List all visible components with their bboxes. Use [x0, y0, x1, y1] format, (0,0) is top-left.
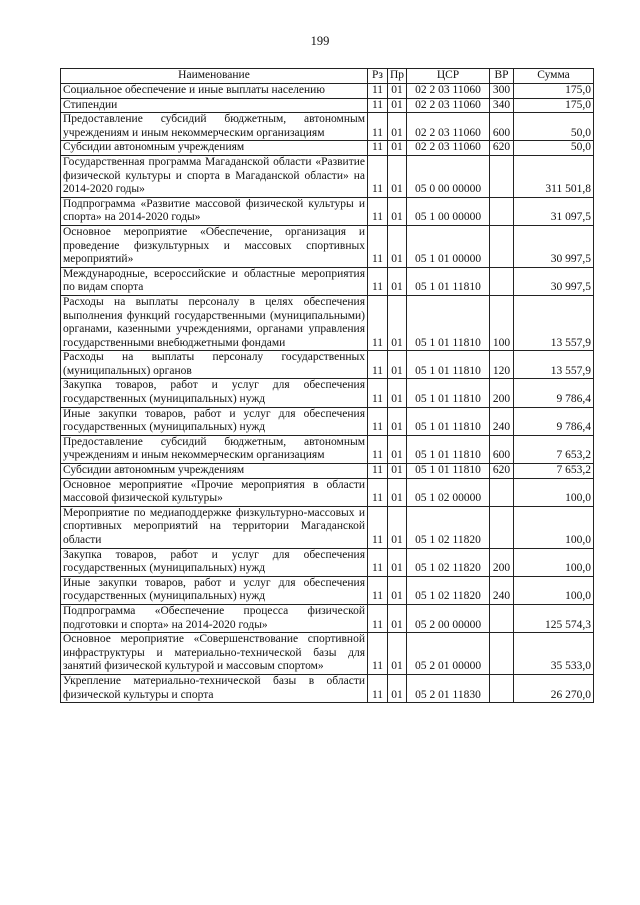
cell-pr: 01 [388, 506, 407, 548]
cell-csr: 05 1 02 11820 [407, 548, 490, 576]
cell-sum: 13 557,9 [514, 295, 594, 350]
cell-name: Расходы на выплаты персоналу государственных (муниципальных) органов [61, 351, 368, 379]
table-row [61, 478, 594, 506]
cell-rz: 11 [368, 478, 388, 506]
table-row [61, 267, 594, 295]
cell-rz: 11 [368, 225, 388, 267]
table-row [61, 197, 594, 225]
column-header-rz: Рз [368, 69, 388, 84]
cell-csr: 05 1 02 11820 [407, 506, 490, 548]
cell-pr: 01 [388, 267, 407, 295]
cell-sum: 13 557,9 [514, 351, 594, 379]
table-row [61, 464, 594, 479]
cell-csr: 05 1 01 11810 [407, 295, 490, 350]
cell-name: Иные закупки товаров, работ и услуг для обеспечения государственных (муниципальных) нужд [61, 407, 368, 435]
cell-sum: 35 533,0 [514, 633, 594, 675]
cell-vr [490, 506, 514, 548]
cell-pr: 01 [388, 576, 407, 604]
cell-rz: 11 [368, 295, 388, 350]
cell-csr: 05 1 01 11810 [407, 464, 490, 479]
cell-csr: 05 1 02 00000 [407, 478, 490, 506]
cell-pr: 01 [388, 295, 407, 350]
cell-vr [490, 604, 514, 632]
cell-rz: 11 [368, 548, 388, 576]
cell-csr: 05 2 01 11830 [407, 674, 490, 702]
table-row [61, 506, 594, 548]
cell-sum: 30 997,5 [514, 267, 594, 295]
cell-sum: 26 270,0 [514, 674, 594, 702]
cell-sum: 31 097,5 [514, 197, 594, 225]
cell-csr: 05 1 01 11810 [407, 435, 490, 463]
cell-rz: 11 [368, 113, 388, 141]
table-row [61, 548, 594, 576]
table-row [61, 98, 594, 113]
cell-sum: 100,0 [514, 576, 594, 604]
cell-pr: 01 [388, 478, 407, 506]
cell-vr [490, 197, 514, 225]
cell-csr: 05 1 01 11810 [407, 379, 490, 407]
cell-rz: 11 [368, 633, 388, 675]
table-row [61, 435, 594, 463]
table-row [61, 633, 594, 675]
column-header-sum: Сумма [514, 69, 594, 84]
cell-name: Иные закупки товаров, работ и услуг для обеспечения государственных (муниципальных) нужд [61, 576, 368, 604]
cell-rz: 11 [368, 464, 388, 479]
cell-pr: 01 [388, 379, 407, 407]
cell-name: Международные, всероссийские и областные мероприятия по видам спорта [61, 267, 368, 295]
cell-rz: 11 [368, 604, 388, 632]
cell-vr: 240 [490, 576, 514, 604]
cell-rz: 11 [368, 576, 388, 604]
table-body [61, 84, 594, 703]
cell-rz: 11 [368, 141, 388, 156]
cell-sum: 7 653,2 [514, 464, 594, 479]
cell-vr [490, 633, 514, 675]
cell-sum: 50,0 [514, 141, 594, 156]
cell-vr [490, 267, 514, 295]
cell-name: Закупка товаров, работ и услуг для обеспечения государственных (муниципальных) нужд [61, 548, 368, 576]
cell-name: Предоставление субсидий бюджетным, автономным учреждениям и иным некоммерческим организациям [61, 113, 368, 141]
cell-pr: 01 [388, 351, 407, 379]
cell-vr: 620 [490, 141, 514, 156]
table-row [61, 379, 594, 407]
cell-pr: 01 [388, 225, 407, 267]
cell-name: Основное мероприятие «Обеспечение, организация и проведение физкультурных и массовых спортивных мероприятий» [61, 225, 368, 267]
cell-vr: 240 [490, 407, 514, 435]
cell-name: Стипендии [61, 98, 368, 113]
cell-csr: 05 1 01 11810 [407, 267, 490, 295]
table-row [61, 576, 594, 604]
cell-rz: 11 [368, 506, 388, 548]
cell-sum: 50,0 [514, 113, 594, 141]
cell-pr: 01 [388, 464, 407, 479]
table-row [61, 407, 594, 435]
table-row [61, 674, 594, 702]
cell-name: Мероприятие по медиаподдержке физкультурно-массовых и спортивных мероприятий на территории Магаданской области [61, 506, 368, 548]
cell-pr: 01 [388, 435, 407, 463]
table-row [61, 351, 594, 379]
cell-csr: 05 2 01 00000 [407, 633, 490, 675]
column-header-name: Наименование [61, 69, 368, 84]
cell-pr: 01 [388, 633, 407, 675]
cell-vr [490, 225, 514, 267]
cell-rz: 11 [368, 379, 388, 407]
cell-rz: 11 [368, 674, 388, 702]
cell-name: Государственная программа Магаданской области «Развитие физической культуры и спорта в Магаданской области» на 2014-2020 годы» [61, 155, 368, 197]
table-row [61, 155, 594, 197]
table-row [61, 84, 594, 99]
cell-vr: 340 [490, 98, 514, 113]
cell-sum: 100,0 [514, 548, 594, 576]
cell-rz: 11 [368, 155, 388, 197]
cell-sum: 9 786,4 [514, 379, 594, 407]
cell-sum: 175,0 [514, 84, 594, 99]
table-row [61, 141, 594, 156]
cell-sum: 175,0 [514, 98, 594, 113]
cell-pr: 01 [388, 197, 407, 225]
cell-csr: 05 1 01 00000 [407, 225, 490, 267]
cell-csr: 05 1 01 11810 [407, 407, 490, 435]
column-header-vr: ВР [490, 69, 514, 84]
table-row [61, 225, 594, 267]
column-header-csr: ЦСР [407, 69, 490, 84]
page-number: 199 [310, 34, 330, 48]
cell-pr: 01 [388, 113, 407, 141]
cell-csr: 05 2 00 00000 [407, 604, 490, 632]
cell-rz: 11 [368, 435, 388, 463]
cell-csr: 05 1 00 00000 [407, 197, 490, 225]
cell-sum: 100,0 [514, 478, 594, 506]
cell-sum: 30 997,5 [514, 225, 594, 267]
table-header-row [61, 69, 594, 84]
cell-vr: 100 [490, 295, 514, 350]
cell-csr: 05 1 01 11810 [407, 351, 490, 379]
cell-name: Основное мероприятие «Совершенствование спортивной инфраструктуры и материально-технической базы для занятий физической культурой и массовым спортом» [61, 633, 368, 675]
cell-pr: 01 [388, 604, 407, 632]
cell-name: Субсидии автономным учреждениям [61, 464, 368, 479]
cell-sum: 9 786,4 [514, 407, 594, 435]
cell-sum: 125 574,3 [514, 604, 594, 632]
cell-vr: 620 [490, 464, 514, 479]
cell-sum: 311 501,8 [514, 155, 594, 197]
cell-name: Укрепление материально-технической базы в области физической культуры и спорта [61, 674, 368, 702]
cell-pr: 01 [388, 141, 407, 156]
cell-pr: 01 [388, 674, 407, 702]
cell-csr: 05 0 00 00000 [407, 155, 490, 197]
cell-vr: 200 [490, 379, 514, 407]
cell-vr: 600 [490, 113, 514, 141]
cell-vr: 600 [490, 435, 514, 463]
cell-pr: 01 [388, 155, 407, 197]
cell-rz: 11 [368, 407, 388, 435]
cell-vr: 200 [490, 548, 514, 576]
cell-pr: 01 [388, 407, 407, 435]
cell-name: Субсидии автономным учреждениям [61, 141, 368, 156]
cell-name: Закупка товаров, работ и услуг для обеспечения государственных (муниципальных) нужд [61, 379, 368, 407]
cell-csr: 05 1 02 11820 [407, 576, 490, 604]
cell-name: Социальное обеспечение и иные выплаты населению [61, 84, 368, 99]
cell-rz: 11 [368, 98, 388, 113]
cell-name: Основное мероприятие «Прочие мероприятия в области массовой физической культуры» [61, 478, 368, 506]
cell-sum: 7 653,2 [514, 435, 594, 463]
cell-name: Подпрограмма «Развитие массовой физической культуры и спорта» на 2014-2020 годы» [61, 197, 368, 225]
cell-pr: 01 [388, 98, 407, 113]
cell-csr: 02 2 03 11060 [407, 141, 490, 156]
cell-csr: 02 2 03 11060 [407, 98, 490, 113]
cell-rz: 11 [368, 84, 388, 99]
cell-csr: 02 2 03 11060 [407, 84, 490, 99]
column-header-pr: Пр [388, 69, 407, 84]
table-row [61, 113, 594, 141]
cell-name: Подпрограмма «Обеспечение процесса физической подготовки и спорта» на 2014-2020 годы» [61, 604, 368, 632]
cell-pr: 01 [388, 548, 407, 576]
cell-rz: 11 [368, 351, 388, 379]
cell-name: Расходы на выплаты персоналу в целях обеспечения выполнения функций государственными (муниципальными) органами, казенными учреждениями, органами управления государственными внебюджетными фондами [61, 295, 368, 350]
cell-vr: 120 [490, 351, 514, 379]
budget-table [60, 68, 594, 703]
cell-rz: 11 [368, 197, 388, 225]
cell-sum: 100,0 [514, 506, 594, 548]
cell-vr [490, 674, 514, 702]
cell-vr [490, 155, 514, 197]
cell-vr: 300 [490, 84, 514, 99]
cell-pr: 01 [388, 84, 407, 99]
cell-name: Предоставление субсидий бюджетным, автономным учреждениям и иным некоммерческим организациям [61, 435, 368, 463]
cell-rz: 11 [368, 267, 388, 295]
table-row [61, 604, 594, 632]
cell-vr [490, 478, 514, 506]
table-row [61, 295, 594, 350]
cell-csr: 02 2 03 11060 [407, 113, 490, 141]
